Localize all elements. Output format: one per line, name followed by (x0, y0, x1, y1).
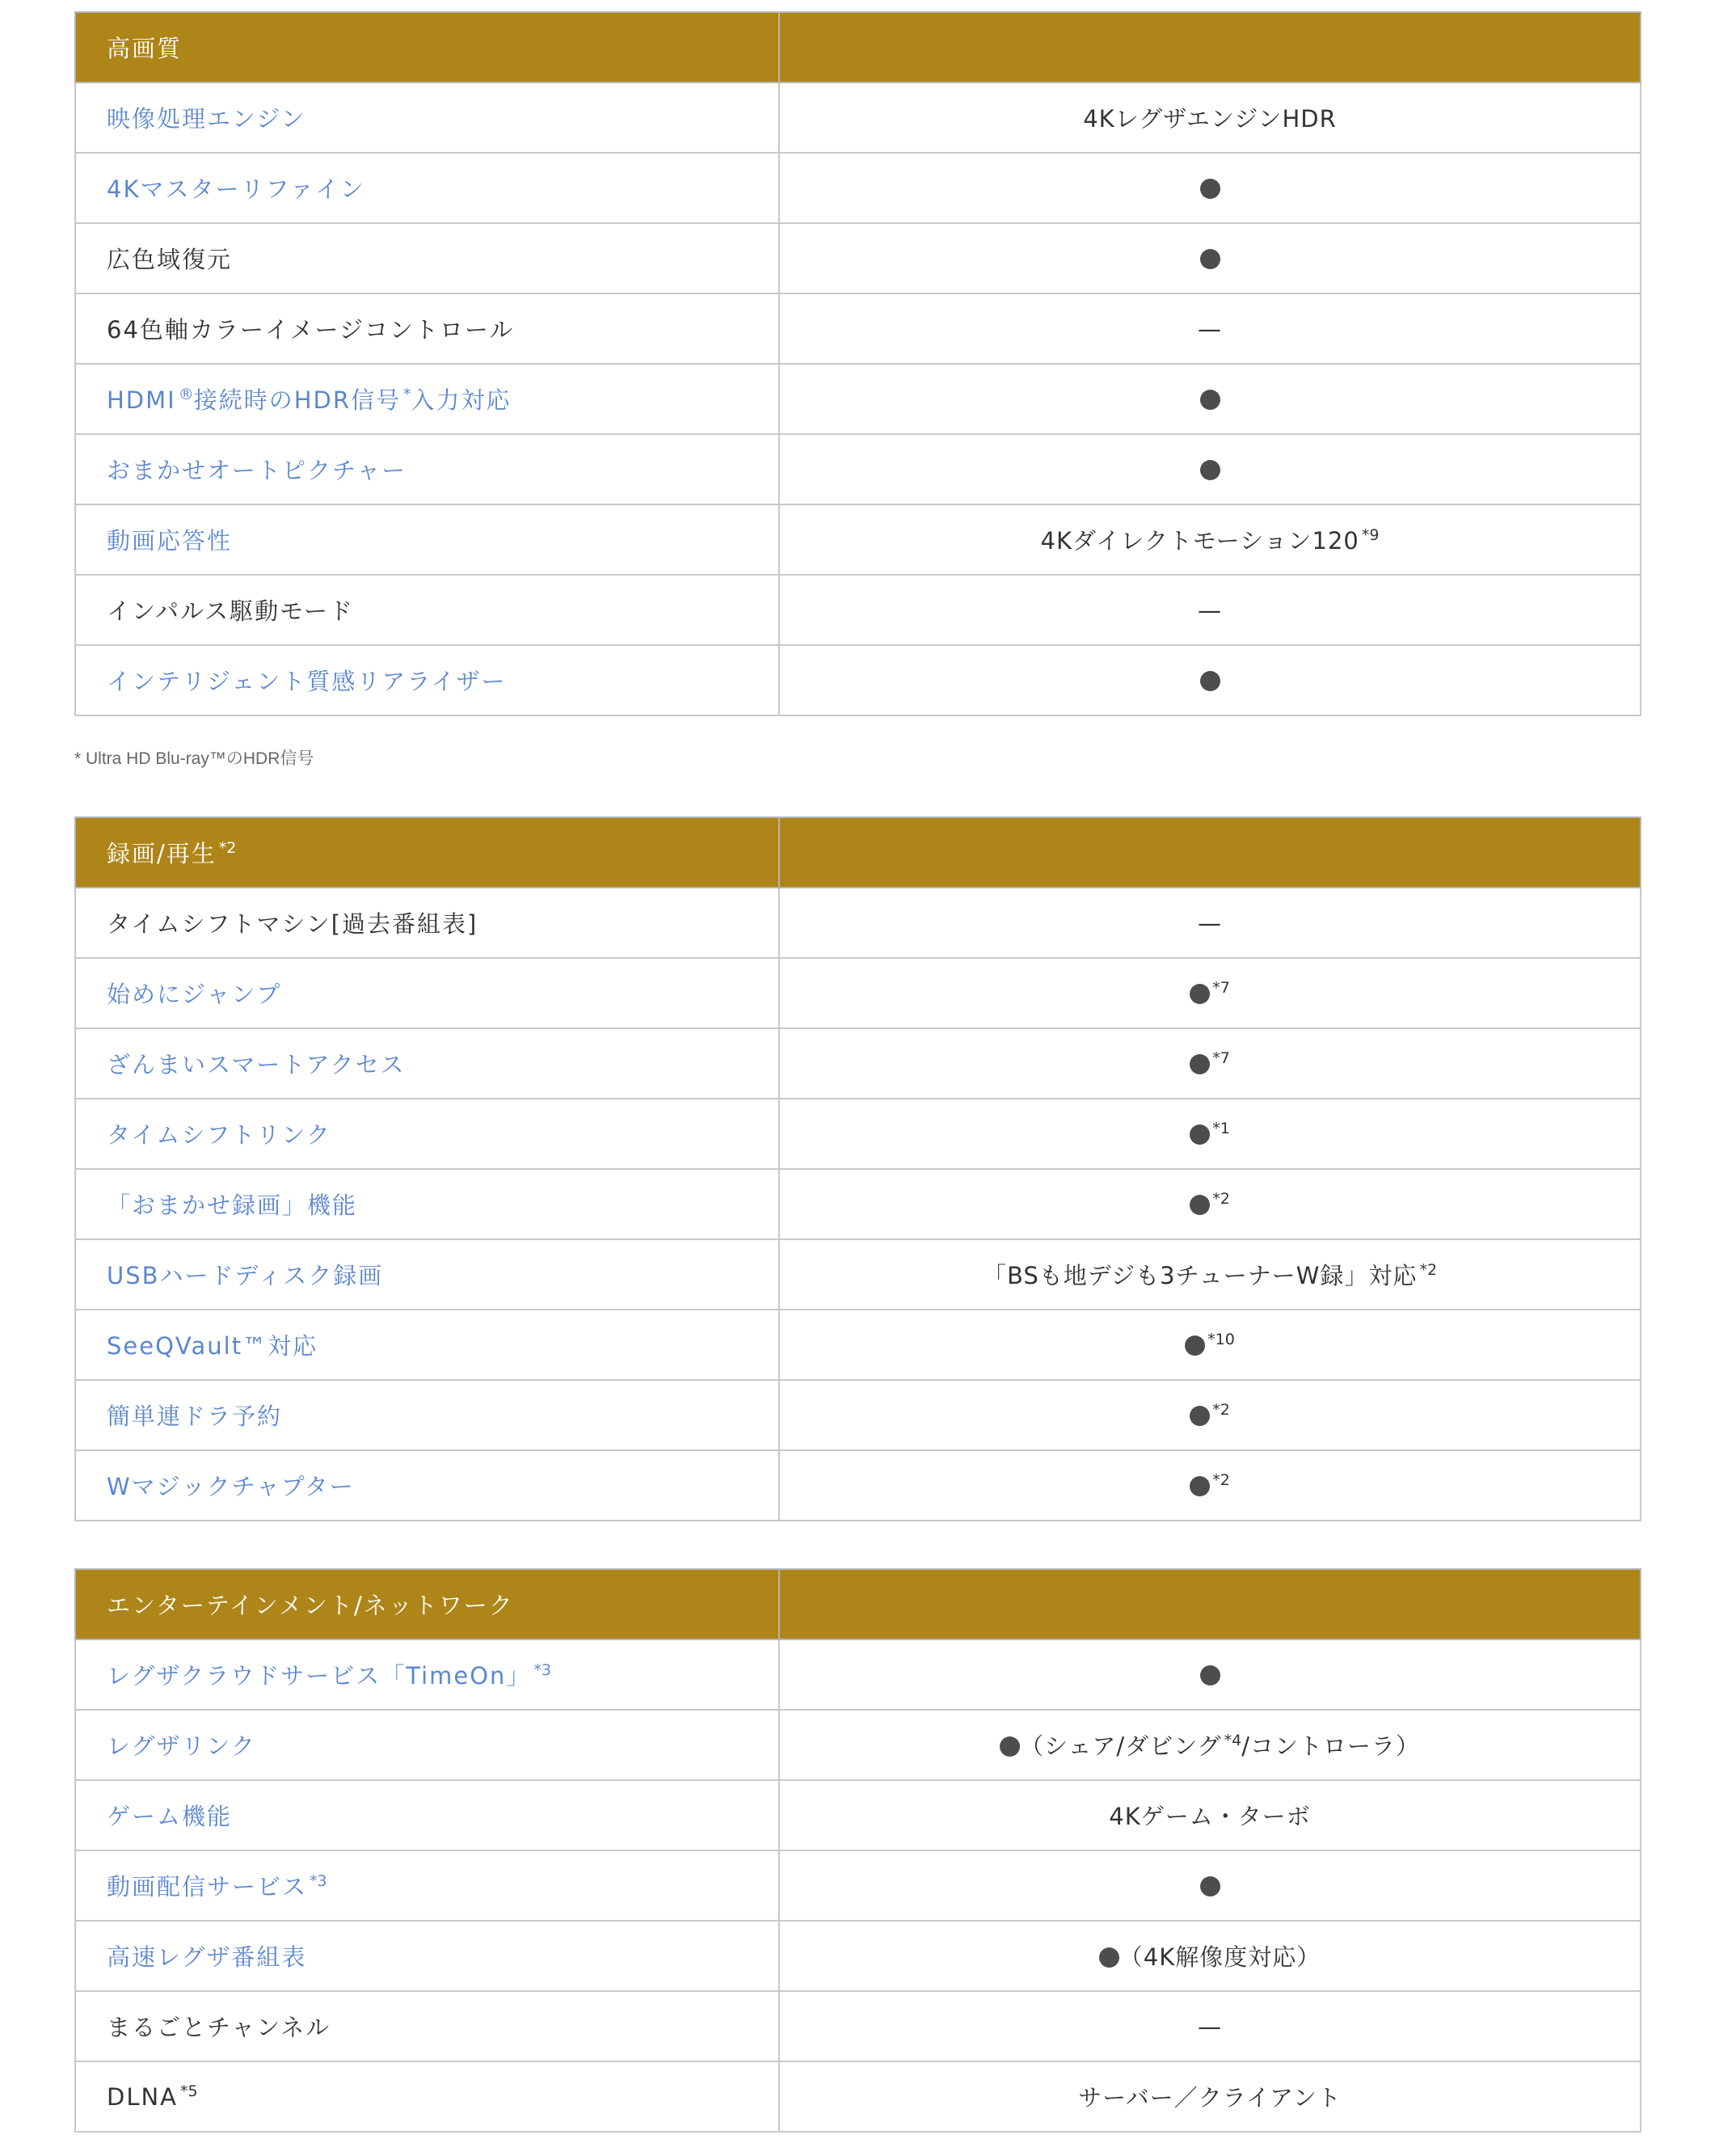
feature-label (75, 1991, 779, 2061)
table-row (75, 1239, 1641, 1310)
feature-link[interactable] (75, 958, 779, 1028)
feature-label-text[interactable]: レグザリンク (107, 1732, 256, 1760)
feature-link[interactable] (75, 1450, 779, 1521)
section-title-text: 録画/再生 (107, 840, 217, 867)
feature-value (779, 1450, 1641, 1521)
spec-table-recording-playback (74, 816, 1641, 1521)
section-title-text: エンターテインメント/ネットワーク (107, 1592, 514, 1619)
table-row (75, 1921, 1641, 1991)
filled-circle-icon (1200, 671, 1220, 691)
feature-value (779, 1099, 1641, 1169)
feature-link[interactable] (75, 1310, 779, 1380)
feature-label-text[interactable]: ざんまいスマートアクセス (107, 1051, 406, 1078)
feature-link[interactable] (75, 504, 779, 575)
feature-label-note: *3 (533, 1661, 552, 1680)
table-row (75, 82, 1641, 153)
feature-label-text[interactable]: USBハードディスク録画 (107, 1262, 384, 1289)
feature-label-text[interactable]: 映像処理エンジン (107, 105, 306, 133)
feature-value-text: — (1198, 596, 1222, 624)
footnote: * Ultra HD Blu-ray™のHDR信号 (74, 749, 314, 768)
table-row (75, 888, 1641, 958)
feature-label-text[interactable]: SeeQVault™対応 (107, 1332, 318, 1360)
feature-value (779, 1169, 1641, 1239)
table-row (75, 504, 1641, 575)
feature-label-text[interactable]: HDMI ®接続時のHDR信号 *入力対応 (107, 386, 512, 414)
table-row (75, 364, 1641, 434)
feature-label-text[interactable]: 始めにジャンプ (107, 981, 282, 1008)
feature-value (779, 1239, 1641, 1310)
feature-value (779, 888, 1641, 958)
feature-label (75, 2061, 779, 2132)
feature-link[interactable] (75, 1099, 779, 1169)
feature-value (779, 1710, 1641, 1780)
feature-link[interactable] (75, 1780, 779, 1850)
filled-circle-icon (1200, 179, 1220, 199)
feature-label-text[interactable]: 4Kマスターリファイン (107, 175, 365, 203)
feature-label-text[interactable]: 簡単連ドラ予約 (107, 1403, 283, 1430)
section-header-value (779, 1569, 1641, 1639)
feature-label (75, 575, 779, 645)
feature-value-text: 4Kゲーム・ターボ (1109, 1803, 1311, 1830)
feature-label-note: *5 (180, 2082, 198, 2100)
feature-label-text[interactable]: ゲーム機能 (107, 1803, 233, 1830)
feature-link[interactable] (75, 1639, 779, 1710)
table-row (75, 434, 1641, 504)
feature-label (75, 888, 779, 958)
feature-value (779, 504, 1641, 575)
feature-value-note: *1 (1212, 1119, 1230, 1137)
table-row (75, 1991, 1641, 2061)
spec-table-entertainment-network (74, 1568, 1641, 2133)
feature-value (779, 223, 1641, 293)
feature-label-text[interactable]: 高速レグザ番組表 (107, 1943, 307, 1971)
filled-circle-icon (1200, 460, 1220, 480)
feature-value-text: 4Kダイレクトモーション120 (1040, 527, 1359, 555)
feature-value (779, 1028, 1641, 1099)
spec-table-picture-quality (74, 11, 1641, 716)
feature-value (779, 1310, 1641, 1380)
feature-value (779, 434, 1641, 504)
feature-link[interactable] (75, 82, 779, 153)
feature-value-text: 4KレグザエンジンHDR (1083, 105, 1337, 133)
feature-value-note: *4 (1224, 1732, 1242, 1750)
feature-label-text[interactable]: おまかせオートピクチャー (107, 457, 407, 484)
feature-value-note: *2 (1212, 1400, 1230, 1419)
table-row (75, 1850, 1641, 1921)
feature-link[interactable] (75, 1710, 779, 1780)
feature-value-note: *7 (1212, 978, 1230, 997)
feature-link[interactable] (75, 364, 779, 434)
table-row (75, 153, 1641, 223)
feature-value-note: *7 (1212, 1048, 1230, 1067)
section-title (75, 817, 779, 888)
feature-value (779, 293, 1641, 364)
feature-value-note: *2 (1419, 1261, 1438, 1280)
section-header-value (779, 12, 1641, 82)
feature-label-text[interactable]: インテリジェント質感リアライザー (107, 668, 507, 695)
section-header (75, 12, 1641, 82)
feature-value (779, 1780, 1641, 1850)
table-row (75, 1450, 1641, 1521)
filled-circle-icon (1190, 1124, 1210, 1145)
feature-label-text[interactable]: 動画応答性 (107, 527, 233, 555)
feature-value (779, 2061, 1641, 2132)
feature-value (779, 1850, 1641, 1921)
feature-value-note: *2 (1212, 1470, 1230, 1489)
feature-value (779, 645, 1641, 715)
feature-value-text: — (1198, 909, 1222, 937)
feature-value-text: （4K解像度対応） (1119, 1943, 1321, 1971)
feature-label-text: 64色軸カラーイメージコントロール (107, 316, 515, 344)
filled-circle-icon (1190, 1054, 1210, 1074)
section-title-note: *2 (218, 839, 237, 858)
section-title (75, 1569, 779, 1639)
filled-circle-icon (1200, 1665, 1220, 1686)
table-row (75, 1310, 1641, 1380)
table-row (75, 1169, 1641, 1239)
table-row (75, 1639, 1641, 1710)
feature-value (779, 958, 1641, 1028)
feature-value-text: （シェア/ダビング (1020, 1732, 1222, 1760)
feature-value (779, 1380, 1641, 1450)
filled-circle-icon (1000, 1736, 1020, 1757)
table-row (75, 575, 1641, 645)
feature-link[interactable] (75, 645, 779, 715)
filled-circle-icon (1190, 984, 1210, 1004)
filled-circle-icon (1190, 1195, 1210, 1215)
table-row (75, 223, 1641, 293)
feature-value-note: *9 (1361, 526, 1380, 545)
feature-label-text: DLNA (107, 2082, 179, 2111)
feature-value-text: 「BSも地デジも3チューナーW録」対応 (982, 1262, 1418, 1289)
filled-circle-icon (1200, 390, 1220, 410)
feature-link[interactable] (75, 1169, 779, 1239)
filled-circle-icon (1190, 1476, 1210, 1496)
feature-value (779, 364, 1641, 434)
feature-label-text: インパルス駆動モード (107, 597, 354, 625)
feature-label-text: 広色域復元 (107, 246, 233, 273)
feature-link[interactable] (75, 1850, 779, 1921)
table-row (75, 2061, 1641, 2132)
feature-value (779, 1639, 1641, 1710)
filled-circle-icon (1200, 1876, 1220, 1897)
feature-value-note: *10 (1207, 1330, 1235, 1348)
feature-value-text: — (1198, 314, 1222, 343)
feature-label-note: *3 (310, 1872, 327, 1891)
section-title-text: 高画質 (107, 35, 183, 62)
feature-label-text: まるごとチャンネル (107, 2014, 331, 2041)
section-header (75, 1569, 1641, 1639)
feature-link[interactable] (75, 1239, 779, 1310)
section-header-value (779, 817, 1641, 888)
table-row (75, 1380, 1641, 1450)
table-row (75, 1780, 1641, 1850)
filled-circle-icon (1190, 1406, 1210, 1426)
section-header (75, 817, 1641, 888)
table-row (75, 1099, 1641, 1169)
table-row (75, 958, 1641, 1028)
feature-link[interactable] (75, 153, 779, 223)
feature-value (779, 1921, 1641, 1991)
feature-value (779, 82, 1641, 153)
feature-value-tail: /コントローラ） (1241, 1732, 1420, 1760)
table-row (75, 645, 1641, 715)
feature-value (779, 1991, 1641, 2061)
filled-circle-icon (1200, 249, 1220, 269)
feature-value-text: サーバー／クライアント (1078, 2084, 1342, 2112)
feature-label-text[interactable]: 「おまかせ録画」機能 (107, 1192, 358, 1219)
feature-value-note: *2 (1212, 1189, 1230, 1208)
filled-circle-icon (1185, 1335, 1205, 1356)
table-row (75, 1028, 1641, 1099)
feature-value (779, 153, 1641, 223)
feature-label (75, 293, 779, 364)
feature-value-text: — (1198, 2012, 1222, 2040)
table-row (75, 293, 1641, 364)
feature-link[interactable] (75, 434, 779, 504)
feature-link[interactable] (75, 1380, 779, 1450)
feature-link[interactable] (75, 1028, 779, 1099)
feature-label-text[interactable]: 動画配信サービス (107, 1873, 308, 1901)
feature-link[interactable] (75, 1921, 779, 1991)
feature-label-text[interactable]: レグザクラウドサービス「TimeOn」 (107, 1662, 532, 1690)
feature-label (75, 223, 779, 293)
filled-circle-icon (1099, 1947, 1119, 1968)
section-title (75, 12, 779, 82)
feature-value (779, 575, 1641, 645)
feature-label-text[interactable]: Wマジックチャプター (107, 1473, 355, 1500)
table-row (75, 1710, 1641, 1780)
feature-label-text: タイムシフトマシン[過去番組表] (107, 910, 478, 938)
feature-label-text[interactable]: タイムシフトリンク (107, 1121, 331, 1149)
